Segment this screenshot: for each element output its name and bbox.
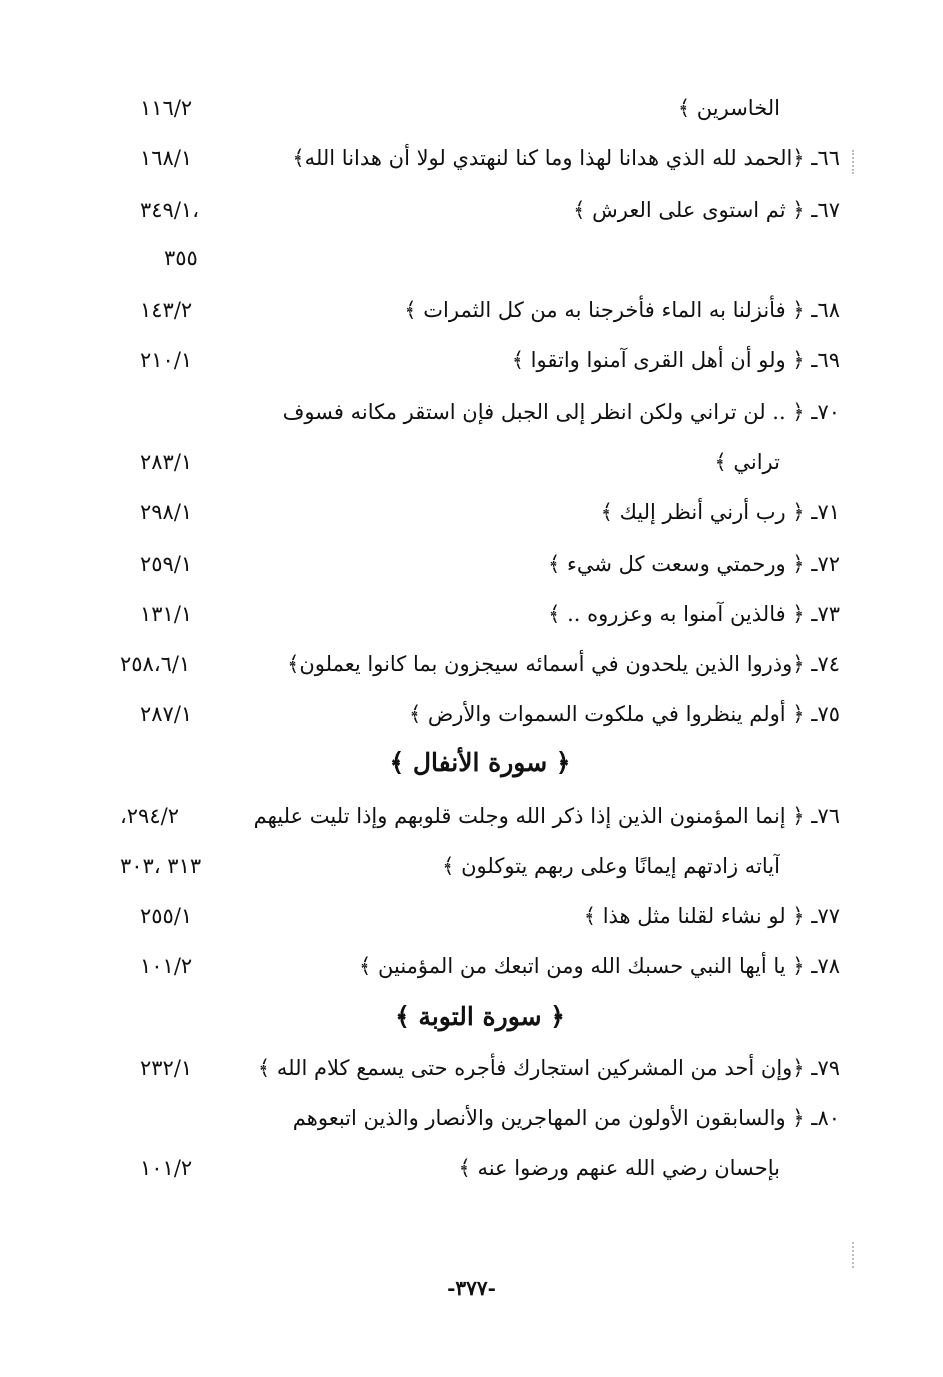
verse-text: ٧٣ـ ﴿ فالذين آمنوا به وعزروه .. ﴾ — [548, 602, 840, 626]
page-reference: ،٣٤٩/١ — [140, 198, 199, 222]
surah-heading-tawbah: ﴿ سورة التوبة ﴾ — [395, 1002, 565, 1031]
index-entry — [120, 442, 840, 482]
verse-text: ٧٧ـ ﴿ لو نشاء لقلنا مثل هذا ﴾ — [583, 904, 840, 928]
verse-text: ٧٩ـ ﴿وإن أحد من المشركين استجارك فأجره حتى يسمع كلام الله ﴾ — [257, 1056, 840, 1080]
verse-text: الخاسرين ﴾ — [677, 96, 780, 120]
index-entry — [120, 694, 840, 734]
surah-heading-anfal: ﴿ سورة الأنفال ﴾ — [389, 748, 571, 777]
page-reference: ٢٩٨/١ — [140, 500, 193, 524]
page-reference: ٢٩٤/٢، — [120, 804, 179, 828]
index-entry — [120, 138, 840, 178]
verse-text: ٧٢ـ ﴿ ورحمتي وسعت كل شيء ﴾ — [548, 552, 840, 576]
verse-text: بإحسان رضي الله عنهم ورضوا عنه ﴾ — [458, 1156, 780, 1180]
index-entry — [120, 846, 840, 886]
verse-text: ٧٤ـ ﴿وذروا الذين يلحدون في أسمائه سيجزون بما كانوا يعملون﴾ — [287, 652, 840, 676]
index-entry — [120, 594, 840, 634]
page-number: -٣٧٧- — [447, 1276, 496, 1300]
index-entry — [120, 946, 840, 986]
page-reference: ٣٥٥ — [164, 246, 198, 270]
verse-text: ٦٦ـ ﴿الحمد لله الذي هدانا لهذا وما كنا لنهتدي لولا أن هدانا الله﴾ — [292, 146, 840, 170]
page-reference: ١٠١/٢ — [140, 954, 193, 978]
index-entry — [120, 544, 840, 584]
index-entry — [120, 492, 840, 532]
index-entry — [120, 1148, 840, 1188]
index-entry — [120, 392, 840, 432]
index-entry — [120, 896, 840, 936]
page-reference: ١٤٣/٢ — [140, 298, 193, 322]
verse-text: ٦٨ـ ﴿ فأنزلنا به الماء فأخرجنا به من كل الثمرات ﴾ — [404, 298, 840, 322]
page-reference: ٢٣٢/١ — [140, 1056, 193, 1080]
index-entry — [120, 1098, 840, 1138]
verse-text: ٧١ـ ﴿ رب أرني أنظر إليك ﴾ — [600, 500, 840, 524]
scan-margin-mark — [852, 150, 856, 174]
index-entry — [120, 796, 840, 836]
index-entry — [120, 190, 840, 230]
page-reference: ٢٨٣/١ — [140, 450, 193, 474]
page-reference: ٢٥٨،٦/١ — [120, 652, 191, 676]
index-entry — [120, 340, 840, 380]
page-reference: ١١٦/٢ — [140, 96, 193, 120]
verse-text: ٦٧ـ ﴿ ثم استوى على العرش ﴾ — [573, 198, 840, 222]
verse-text: ٧٦ـ ﴿ إنما المؤمنون الذين إذا ذكر الله وجلت قلوبهم وإذا تليت عليهم — [253, 804, 840, 828]
page-reference: ٢٥٥/١ — [140, 904, 193, 928]
scan-margin-mark — [852, 1242, 856, 1268]
verse-text: ٨٠ـ ﴿ والسابقون الأولون من المهاجرين والأنصار والذين اتبعوهم — [292, 1106, 840, 1130]
verse-text: ٦٩ـ ﴿ ولو أن أهل القرى آمنوا واتقوا ﴾ — [511, 348, 840, 372]
index-entry — [120, 290, 840, 330]
verse-text: ٧٨ـ ﴿ يا أيها النبي حسبك الله ومن اتبعك من المؤمنين ﴾ — [359, 954, 840, 978]
index-entry — [120, 1048, 840, 1088]
verse-text: ٧٠ـ ﴿ .. لن تراني ولكن انظر إلى الجبل فإن استقر مكانه فسوف — [282, 400, 840, 424]
page-reference: ١٣١/١ — [140, 602, 193, 626]
page-reference: ١٦٨/١ — [140, 146, 193, 170]
page-reference: ٢٨٧/١ — [140, 702, 193, 726]
page-reference: ٢٥٩/١ — [140, 552, 193, 576]
verse-text: آياته زادتهم إيمانًا وعلى ربهم يتوكلون ﴾ — [442, 854, 780, 878]
verse-text: تراني ﴾ — [714, 450, 780, 474]
index-entry — [120, 644, 840, 684]
index-entry — [120, 88, 840, 128]
page-reference: ٣١٣ ،٣٠٣ — [120, 854, 202, 878]
verse-text: ٧٥ـ ﴿ أولم ينظروا في ملكوت السموات والأرض ﴾ — [408, 702, 840, 726]
page-reference: ١٠١/٢ — [140, 1156, 193, 1180]
index-entry — [120, 238, 840, 278]
page-reference: ٢١٠/١ — [140, 348, 193, 372]
